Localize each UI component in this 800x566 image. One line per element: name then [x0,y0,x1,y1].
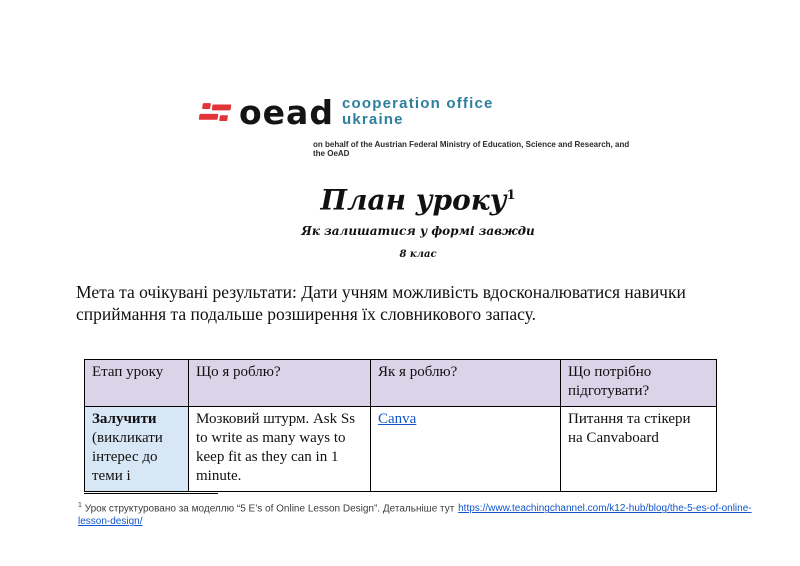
cell-prepare: Питання та стікери на Canvaboard [561,407,717,492]
table-header-row [85,360,717,407]
office-line-2: ukraine [341,111,404,128]
footnote [78,499,778,528]
footnote-separator [84,493,218,494]
cell-what: Мозковий штурм. Ask Ss to write as many ways to keep fit as they can in 1 minute. [189,407,371,492]
page-subtitle: Як залишатися у формі завжди [301,224,535,239]
lesson-objective: Мета та очікувані результати: Дати учням можливість вдосконалюватися навички сприймання та подальше розширення їх словникового запасу. [76,282,686,324]
cell-stage [85,407,189,492]
cooperation-office-label [342,96,494,128]
oead-wordmark: oead [239,93,334,132]
page-title [36,180,800,216]
oead-logo [198,93,494,132]
lesson-plan-table [84,359,717,492]
austrian-flag-icon [198,98,232,128]
header-what: Що я роблю? [189,360,371,407]
grade-label: 8 клас [399,249,437,261]
header-prepare: Що потрібно підготувати? [561,360,717,407]
footnote-link[interactable]: https://www.teachingchannel.com/k12-hub/blog/the-5-es-of-online-lesson-design/ [78,503,752,528]
table-row [85,407,717,492]
header-stage: Етап уроку [85,360,189,407]
footnote-text: Урок структуровано за моделлю “5 E’s of Online Lesson Design”. Детальніше тут [84,503,458,515]
stage-name: Залучити [92,411,157,427]
ministry-tagline: on behalf of the Austrian Federal Ministry of Education, Science and Research, and the OeAD [313,140,630,158]
stage-description: (викликати інтерес до теми і [92,430,163,484]
footnote-ref: 1 [78,502,82,509]
title-footnote-ref: 1 [506,188,516,203]
office-line-1: cooperation office [341,95,494,112]
title-block [0,180,800,260]
canva-link[interactable]: Canva [378,411,417,427]
cell-how [371,407,561,492]
page-title-text: План уроку [320,183,507,217]
header-how: Як я роблю? [371,360,561,407]
